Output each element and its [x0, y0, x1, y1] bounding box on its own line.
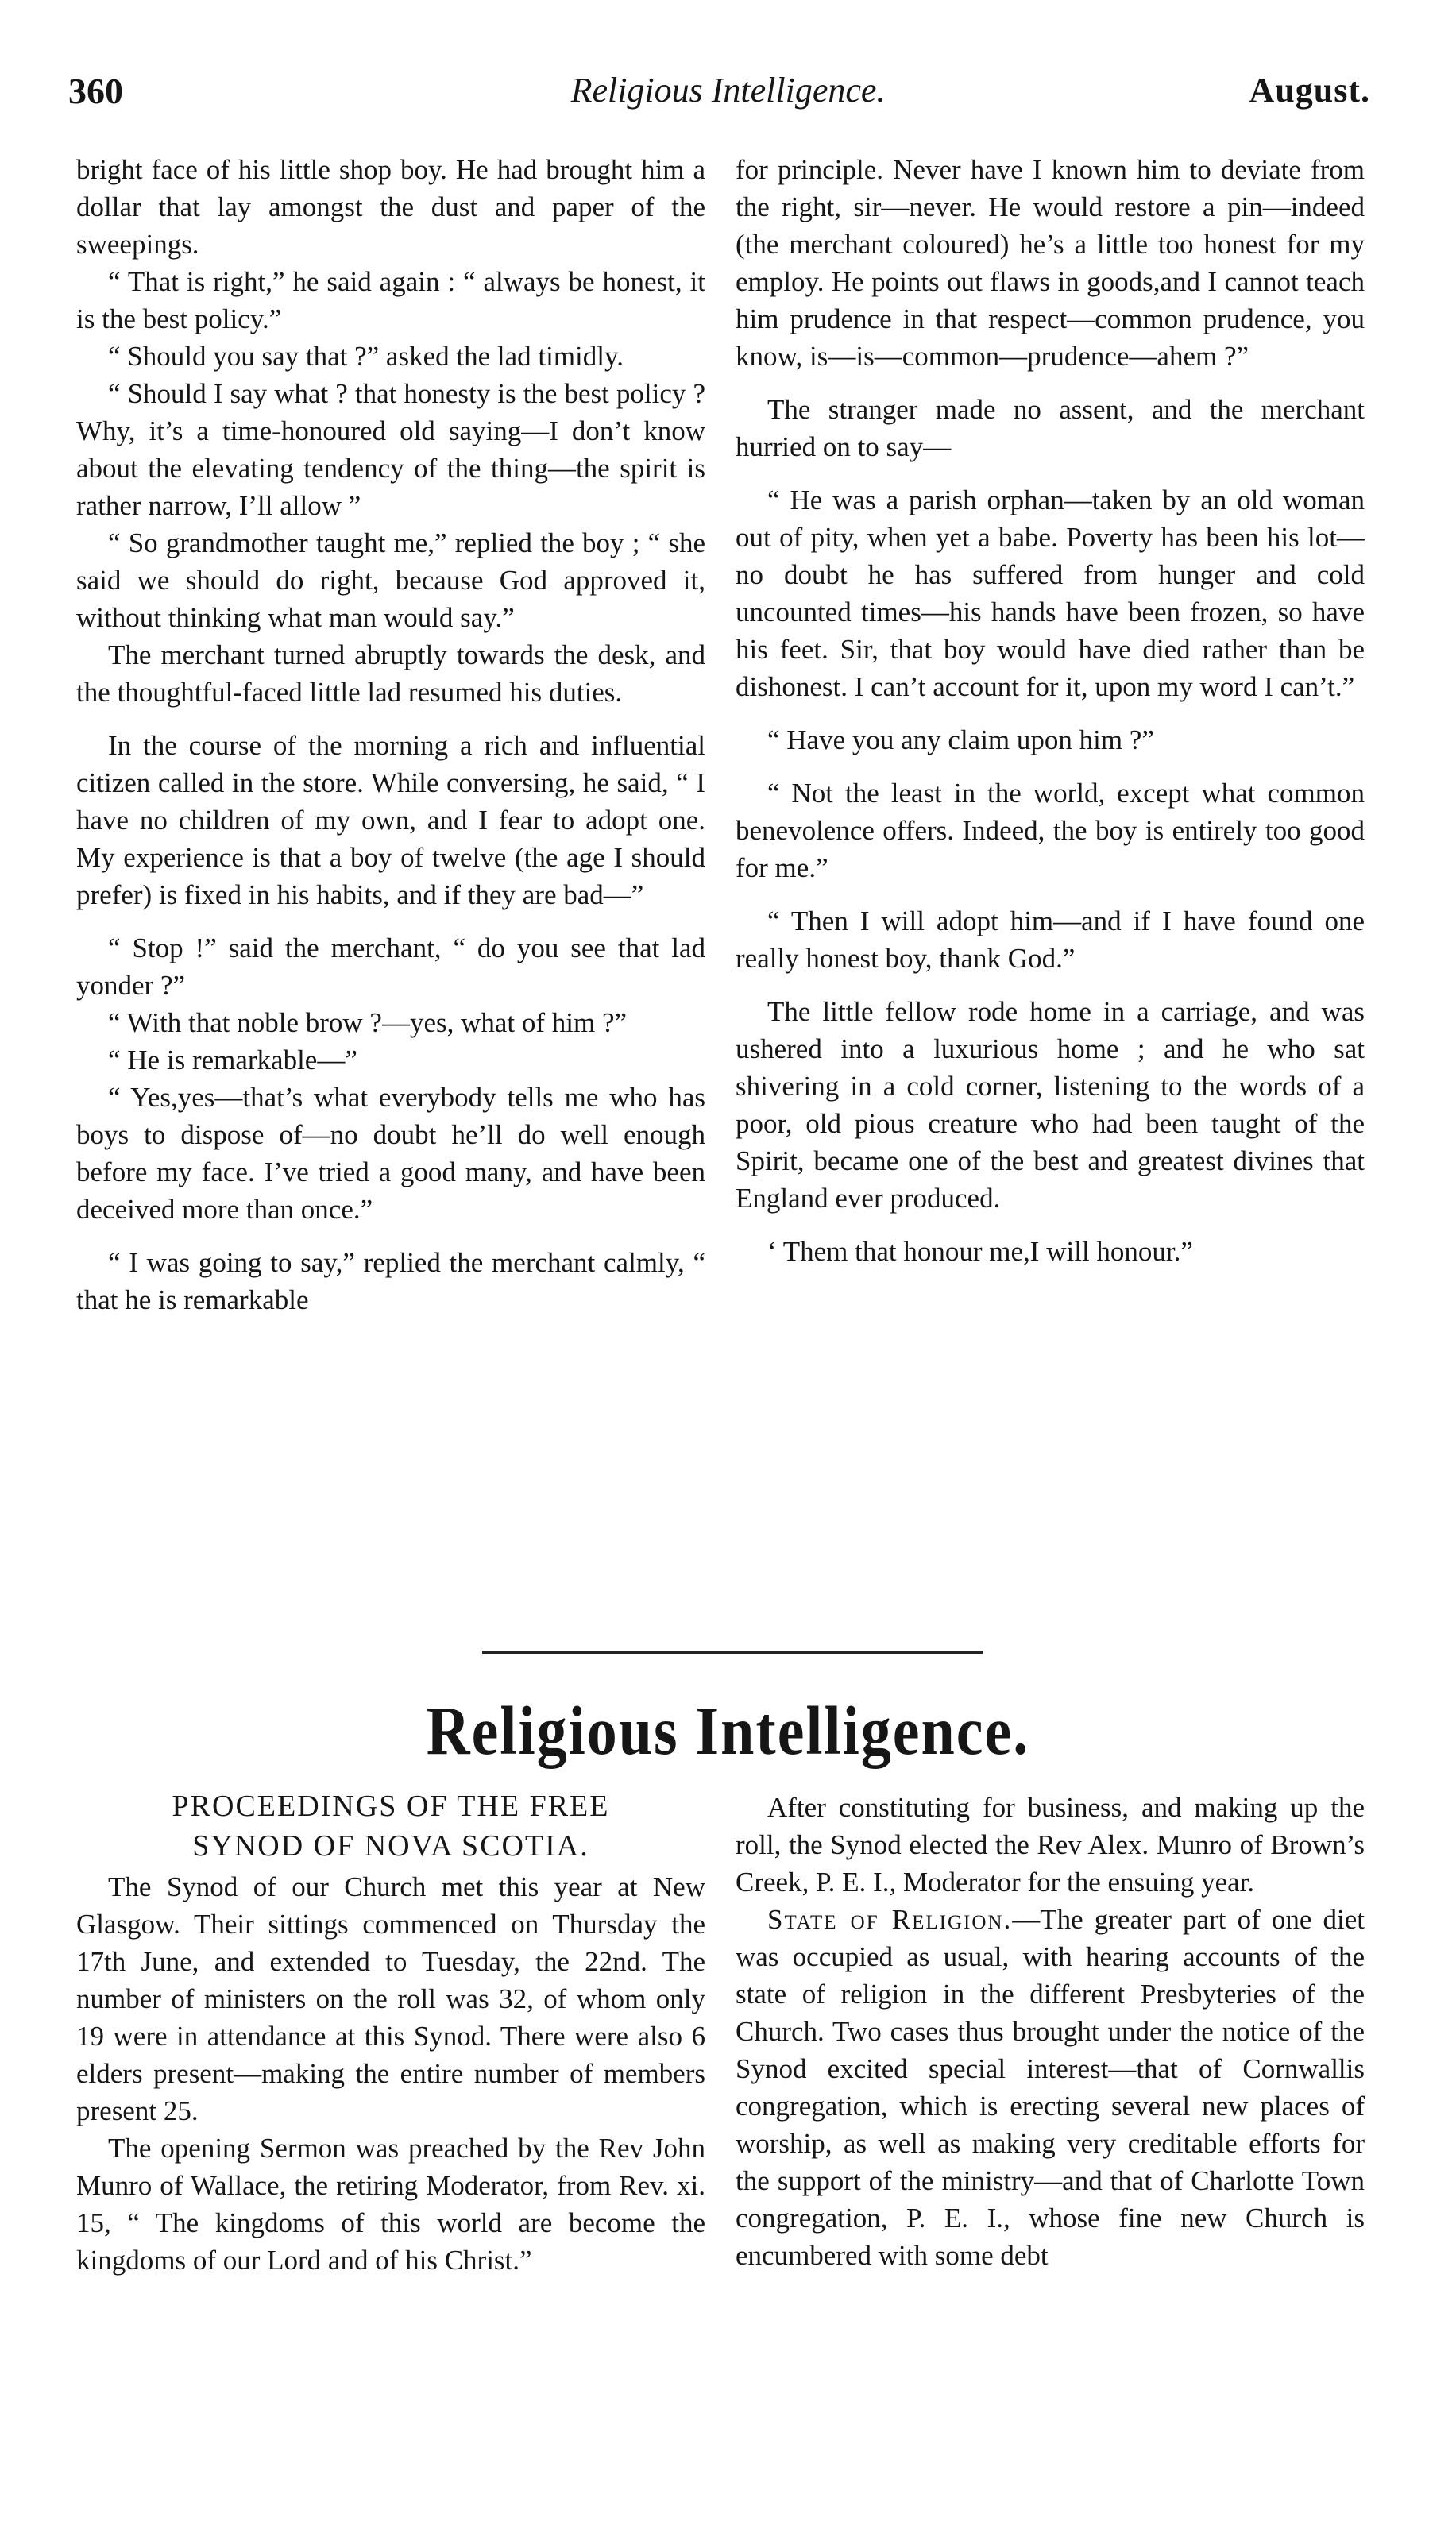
section-heading: Religious Intelligence. [426, 1693, 1030, 1770]
paragraph: “ I was going to say,” replied the merchant calmly, “ that he is remarkable [76, 1247, 705, 1315]
paragraph-text: —The greater part of one diet was occupied as usual, with hearing accounts of the state of religion in the different Presbyteries of the Church. Two cases thus brought under the notice of the Synod excited special interest—that of Cornwallis congregation, which is erecting several new places of worship, as well as making very creditable efforts for the support of the ministry—and that of Charlotte Town congregation, P. E. I., whose fine new Church is encumbered with some debt [736, 1904, 1365, 2271]
paragraph-state-of-religion [736, 1901, 1365, 2274]
subsection-label: State of Religion. [767, 1904, 1013, 1935]
paragraph: “ Have you any claim upon him ?” [767, 724, 1154, 755]
paragraph: “ Not the least in the world, except what common benevolence offers. Indeed, the boy is entirely too good for me.” [736, 778, 1365, 883]
paragraph: for principle. Never have I known him to deviate from the right, sir—never. He would restore a pin—indeed (the merchant coloured) he’s a little too honest for my employ. He points out flaws in goods,and I cannot teach him prudence in that respect—common prudence, you know, is—is—common—prudence—ahem ?” [736, 154, 1365, 372]
paragraph: The opening Sermon was preached by the Rev John Munro of Wallace, the retiring Moderator, from Rev. xi. 15, “ The kingdoms of this world are become the kingdoms of our Lord and of his Christ.” [76, 2133, 705, 2276]
paragraph: “ Should I say what ? that honesty is the best policy ? Why, it’s a time-honoured old saying—I don’t know about the elevating tendency of the thing—the spirit is rather narrow, I’ll allow ” [76, 378, 705, 521]
issue-month: August. [1249, 71, 1370, 110]
paragraph: The Synod of our Church met this year at New Glasgow. Their sittings commenced on Thursday the 17th June, and extended to Tuesday, the 22nd. The number of ministers on the roll was 32, of whom only 19 were in attendance at this Synod. There were also 6 elders present—making the entire number of members present 25. [76, 1871, 705, 2126]
synod-right-column [736, 1789, 1365, 2274]
story-left-column [76, 151, 705, 1319]
article-title-line-1: PROCEEDINGS OF THE FREE [172, 1790, 610, 1823]
paragraph: The little fellow rode home in a carriage, and was ushered into a luxurious home ; and he who sat shivering in a cold corner, listening to the words of a poor, old pious creature who had been taught of the Spirit, became one of the best and greatest divines that England ever produced. [736, 996, 1365, 1214]
paragraph: “ Yes,yes—that’s what everybody tells me who has boys to dispose of—no doubt he’ll do well enough before my face. I’ve tried a good many, and have been deceived more than once.” [76, 1082, 705, 1225]
story-right-column [736, 151, 1365, 1270]
paragraph: “ So grandmother taught me,” replied the boy ; “ she said we should do right, because God approved it, without thinking what man would say.” [76, 527, 705, 633]
paragraph: bright face of his little shop boy. He had brought him a dollar that lay amongst the dust and paper of the sweepings. [76, 154, 705, 260]
paragraph: “ With that noble brow ?—yes, what of him ?” [108, 1007, 628, 1038]
paragraph: After constituting for business, and making up the roll, the Synod elected the Rev Alex. Munro of Brown’s Creek, P. E. I., Moderator for the ensuing year. [736, 1792, 1365, 1898]
paragraph: “ He was a parish orphan—taken by an old woman out of pity, when yet a babe. Poverty has been his lot—no doubt he has suffered from hunger and cold uncounted times—his hands have been frozen, so have his feet. Sir, that boy would have died rather than be dishonest. I can’t account for it, upon my word I can’t.” [736, 485, 1365, 702]
page-header [0, 70, 1456, 125]
paragraph: In the course of the morning a rich and influential citizen called in the store. While conversing, he said, “ I have no children of my own, and I fear to adopt one. My experience is that a boy of twelve (the age I should prefer) is fixed in his habits, and if they are bad—” [76, 730, 705, 910]
paragraph: ‘ Them that honour me,I will honour.” [767, 1236, 1193, 1267]
running-title: Religious Intelligence. [570, 71, 886, 110]
paragraph: The stranger made no assent, and the merchant hurried on to say— [736, 394, 1365, 462]
paragraph: The merchant turned abruptly towards the desk, and the thoughtful-faced little lad resumed his duties. [76, 639, 705, 708]
synod-left-column [76, 1789, 705, 2279]
paragraph: “ Stop !” said the merchant, “ do you see that lad yonder ?” [76, 932, 705, 1001]
page-number: 360 [68, 71, 123, 111]
paragraph: “ Should you say that ?” asked the lad timidly. [108, 341, 624, 372]
paragraph: “ That is right,” he said again : “ always be honest, it is the best policy.” [76, 266, 705, 334]
article-title-line-2: SYNOD OF NOVA SCOTIA. [192, 1829, 589, 1863]
section-divider [482, 1651, 983, 1654]
paragraph: “ He is remarkable—” [108, 1044, 357, 1075]
paragraph: “ Then I will adopt him—and if I have found one really honest boy, thank God.” [736, 905, 1365, 974]
